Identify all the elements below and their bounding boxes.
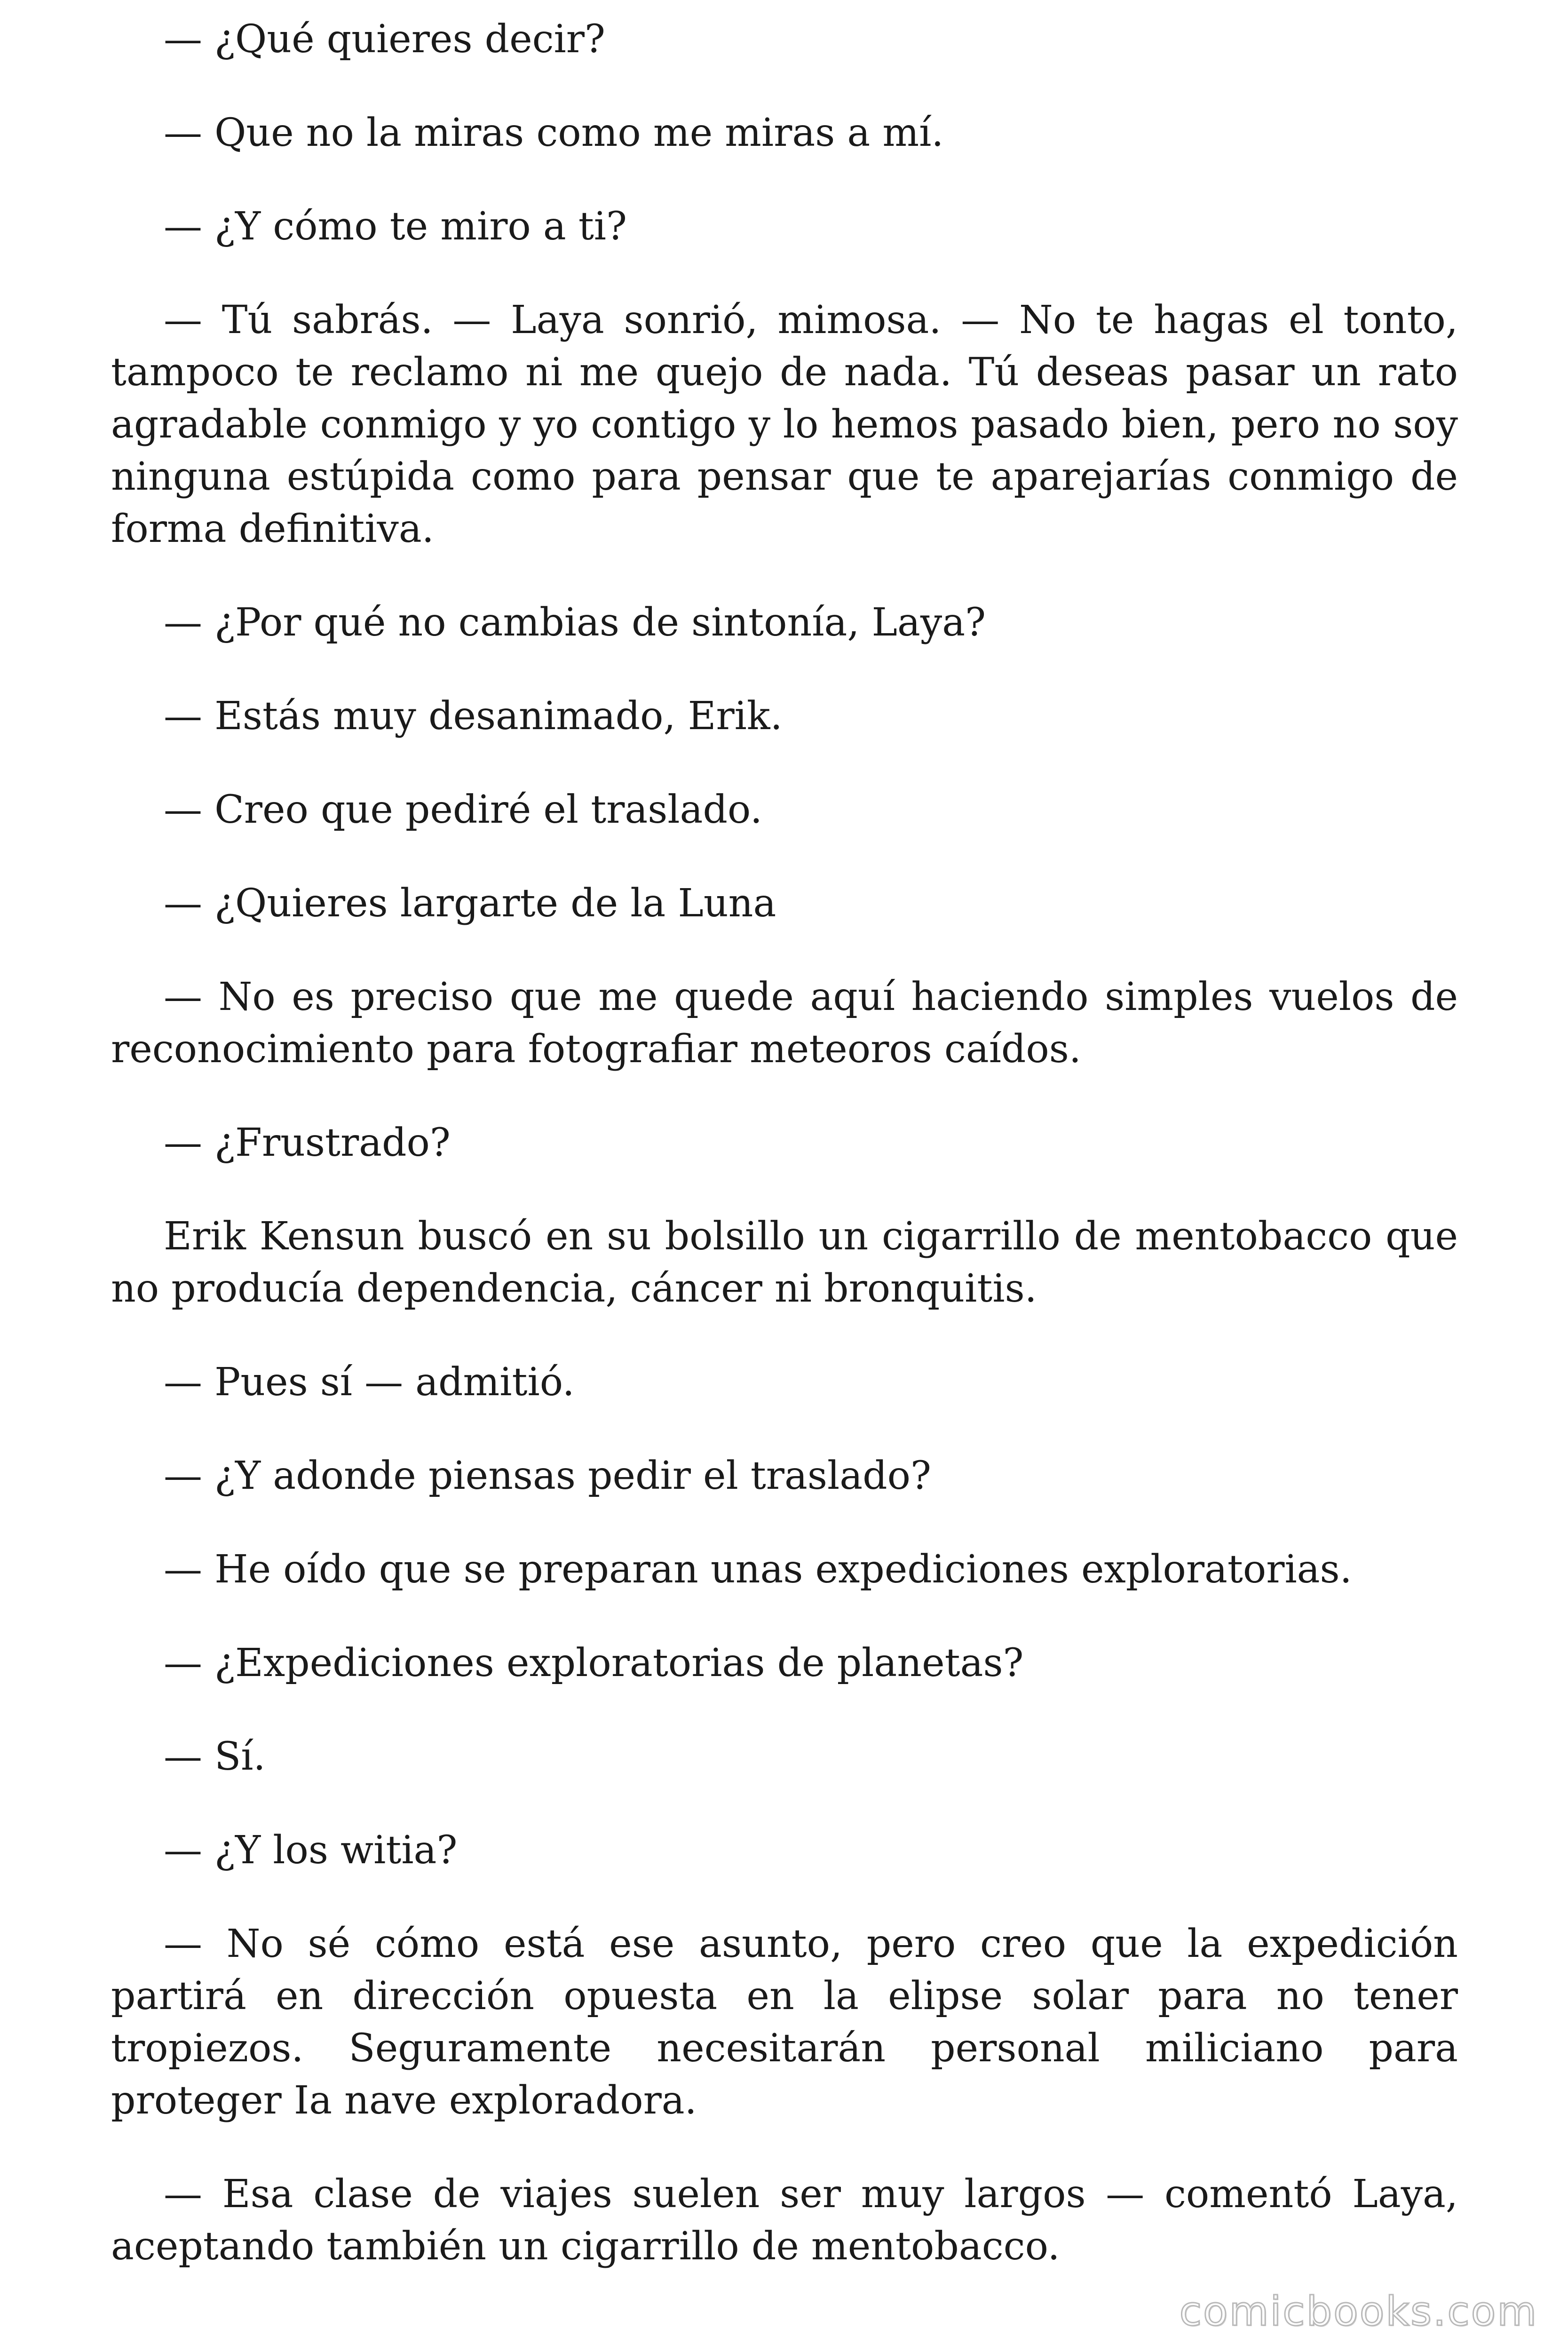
paragraph-11: Erik Kensun buscó en su bolsillo un cigarrillo de mentobacco que no producía dependencia, cáncer ni bronquitis. — [111, 1214, 1458, 1311]
paragraph-3: — ¿Y cómo te miro a ti? — [164, 204, 627, 249]
paragraph-17: — ¿Y los witia? — [164, 1828, 458, 1873]
watermark: comicbooks.com — [1179, 2288, 1538, 2335]
paragraph-13: — ¿Y adonde piensas pedir el traslado? — [164, 1454, 931, 1498]
paragraph-5: — ¿Por qué no cambias de sintonía, Laya? — [164, 600, 986, 645]
paragraph-10: — ¿Frustrado? — [164, 1120, 451, 1165]
paragraph-14: — He oído que se preparan unas expediciones exploratorias. — [164, 1547, 1352, 1592]
paragraph-4: — Tú sabrás. — Laya sonrió, mimosa. — No te hagas el tonto, tampoco te reclamo ni me quejo de nada. Tú deseas pasar un rato agradable conmigo y yo contigo y lo hemos pasado bien, pero no soy ninguna estúpida como para pensar que te aparejarías conmigo de forma definitiva. — [111, 298, 1458, 551]
paragraph-18: — No sé cómo está ese asunto, pero creo que la expedición partirá en dirección opuesta en la elipse solar para no tener tropiezos. Seguramente necesitarán personal miliciano para proteger Ia nave exploradora. — [111, 1922, 1458, 2123]
paragraph-15: — ¿Expediciones exploratorias de planetas? — [164, 1641, 1024, 1685]
text-column — [111, 13, 1458, 2314]
paragraph-12: — Pues sí — admitió. — [164, 1360, 575, 1405]
paragraph-9: — No es preciso que me quede aquí haciendo simples vuelos de reconocimiento para fotografiar meteoros caídos. — [111, 975, 1458, 1072]
paragraph-1: — ¿Qué quieres decir? — [164, 17, 605, 62]
paragraph-7: — Creo que pediré el traslado. — [164, 787, 762, 832]
paragraph-8: — ¿Quieres largarte de la Luna — [164, 881, 776, 926]
paragraph-19: — Esa clase de viajes suelen ser muy largos — comentó Laya, aceptando también un cigarrillo de mentobacco. — [111, 2172, 1458, 2269]
paragraph-16: — Sí. — [164, 1734, 266, 1779]
paragraph-6: — Estás muy desanimado, Erik. — [164, 694, 783, 739]
paragraph-2: — Que no la miras como me miras a mí. — [164, 111, 944, 155]
